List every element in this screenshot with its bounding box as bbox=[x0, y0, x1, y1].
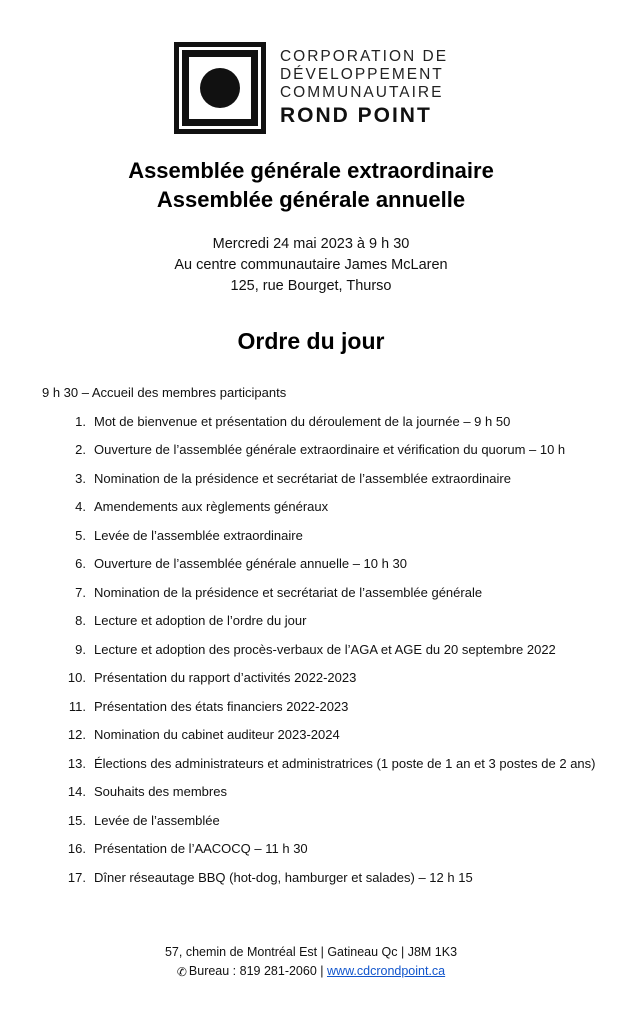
agenda-item-number: 10. bbox=[67, 670, 86, 686]
agenda-item bbox=[42, 499, 592, 514]
agenda-item-number: 16. bbox=[67, 841, 86, 857]
agenda-item-text: Présentation de l’AACOCQ – 11 h 30 bbox=[94, 841, 308, 857]
agenda-heading: Ordre du jour bbox=[237, 327, 385, 354]
agenda-item-text: Présentation du rapport d’activités 2022-2023 bbox=[94, 670, 357, 686]
agenda-item-text: Lecture et adoption des procès-verbaux de l’AGA et AGE du 20 septembre 2022 bbox=[94, 641, 556, 657]
agenda-item bbox=[42, 784, 592, 799]
title-line-2: Assemblée générale annuelle bbox=[156, 187, 466, 213]
footer-separator: | bbox=[320, 964, 324, 979]
meeting-address: 125, rue Bourget, Thurso bbox=[230, 278, 392, 295]
agenda-item-text: Levée de l’assemblée bbox=[94, 812, 220, 828]
agenda-item-text: Élections des administrateurs et administratrices (1 poste de 1 an et 3 postes de 2 ans) bbox=[94, 755, 596, 771]
agenda-item-number: 4. bbox=[75, 499, 86, 515]
agenda-item bbox=[42, 727, 592, 742]
meeting-venue: Au centre communautaire James McLaren bbox=[174, 256, 448, 273]
agenda-item-number: 3. bbox=[75, 470, 86, 486]
footer-address: 57, chemin de Montréal Est | Gatineau Qc | J8M 1K3 bbox=[164, 945, 458, 960]
agenda-list bbox=[42, 413, 596, 885]
agenda-item-number: 8. bbox=[75, 613, 86, 629]
agenda-item bbox=[42, 841, 592, 856]
website-link[interactable]: www.cdcrondpoint.ca bbox=[327, 964, 446, 979]
agenda-item bbox=[42, 613, 592, 628]
agenda-item bbox=[42, 442, 592, 457]
logo-line-2: DÉVELOPPEMENT bbox=[279, 65, 444, 83]
agenda-item-number: 15. bbox=[67, 812, 86, 828]
agenda-item-number: 1. bbox=[75, 413, 86, 429]
agenda-item-text: Dîner réseautage BBQ (hot-dog, hamburger et salades) – 12 h 15 bbox=[94, 869, 473, 885]
agenda-item-text: Mot de bienvenue et présentation du déroulement de la journée – 9 h 50 bbox=[94, 413, 511, 429]
agenda-item-number: 7. bbox=[75, 584, 86, 600]
logo-line-4: ROND POINT bbox=[279, 103, 432, 127]
agenda-item bbox=[42, 699, 592, 714]
agenda-item-text: Ouverture de l’assemblée générale extraordinaire et vérification du quorum – 10 h bbox=[94, 442, 566, 458]
agenda-item-text: Présentation des états financiers 2022-2023 bbox=[94, 698, 349, 714]
agenda-item-text: Lecture et adoption de l’ordre du jour bbox=[94, 613, 307, 629]
agenda-item-number: 5. bbox=[75, 527, 86, 543]
logo-line-1: CORPORATION DE bbox=[279, 47, 449, 65]
rond-point-roundabout-logo-icon bbox=[174, 42, 266, 134]
agenda-item-number: 13. bbox=[67, 755, 86, 771]
agenda-section bbox=[0, 385, 622, 885]
footer-phone-label: Bureau : 819 281-2060 bbox=[188, 964, 317, 979]
agenda-item-number: 11. bbox=[68, 698, 86, 714]
agenda-item-text: Nomination du cabinet auditeur 2023-2024 bbox=[94, 727, 340, 743]
meeting-details bbox=[0, 234, 622, 298]
agenda-item-number: 17. bbox=[67, 869, 86, 885]
agenda-item bbox=[42, 670, 592, 685]
document-title bbox=[0, 156, 622, 215]
agenda-item-text: Nomination de la présidence et secrétariat de l’assemblée générale bbox=[94, 584, 483, 600]
agenda-item bbox=[42, 585, 592, 600]
agenda-item-number: 2. bbox=[75, 442, 86, 458]
organization-logo bbox=[0, 0, 622, 134]
agenda-item-text: Levée de l’assemblée extraordinaire bbox=[94, 527, 303, 543]
title-line-1: Assemblée générale extraordinaire bbox=[128, 158, 494, 183]
agenda-item bbox=[42, 414, 592, 429]
footer-contact bbox=[0, 962, 622, 982]
phone-icon: ✆ bbox=[176, 965, 187, 980]
agenda-item-number: 9. bbox=[75, 641, 86, 657]
agenda-item-text: Souhaits des membres bbox=[94, 784, 227, 800]
agenda-item-number: 6. bbox=[75, 556, 86, 572]
agenda-item bbox=[42, 755, 596, 771]
agenda-item bbox=[42, 471, 592, 486]
document-footer bbox=[0, 943, 622, 982]
agenda-item bbox=[42, 813, 592, 828]
agenda-item bbox=[42, 642, 592, 657]
agenda-item bbox=[42, 528, 592, 543]
agenda-item bbox=[42, 556, 592, 571]
agenda-item-number: 14. bbox=[67, 784, 86, 800]
agenda-intro-line: 9 h 30 – Accueil des membres participants bbox=[42, 384, 287, 400]
agenda-item-text: Ouverture de l’assemblée générale annuelle – 10 h 30 bbox=[94, 556, 407, 572]
agenda-item bbox=[42, 870, 592, 885]
agenda-item-text: Amendements aux règlements généraux bbox=[94, 499, 329, 515]
logo-line-3: COMMUNAUTAIRE bbox=[279, 84, 444, 102]
agenda-item-text: Nomination de la présidence et secrétariat de l’assemblée extraordinaire bbox=[94, 470, 511, 486]
logo-wordmark bbox=[280, 48, 448, 129]
meeting-datetime: Mercredi 24 mai 2023 à 9 h 30 bbox=[212, 235, 410, 252]
agenda-item-number: 12. bbox=[67, 727, 86, 743]
